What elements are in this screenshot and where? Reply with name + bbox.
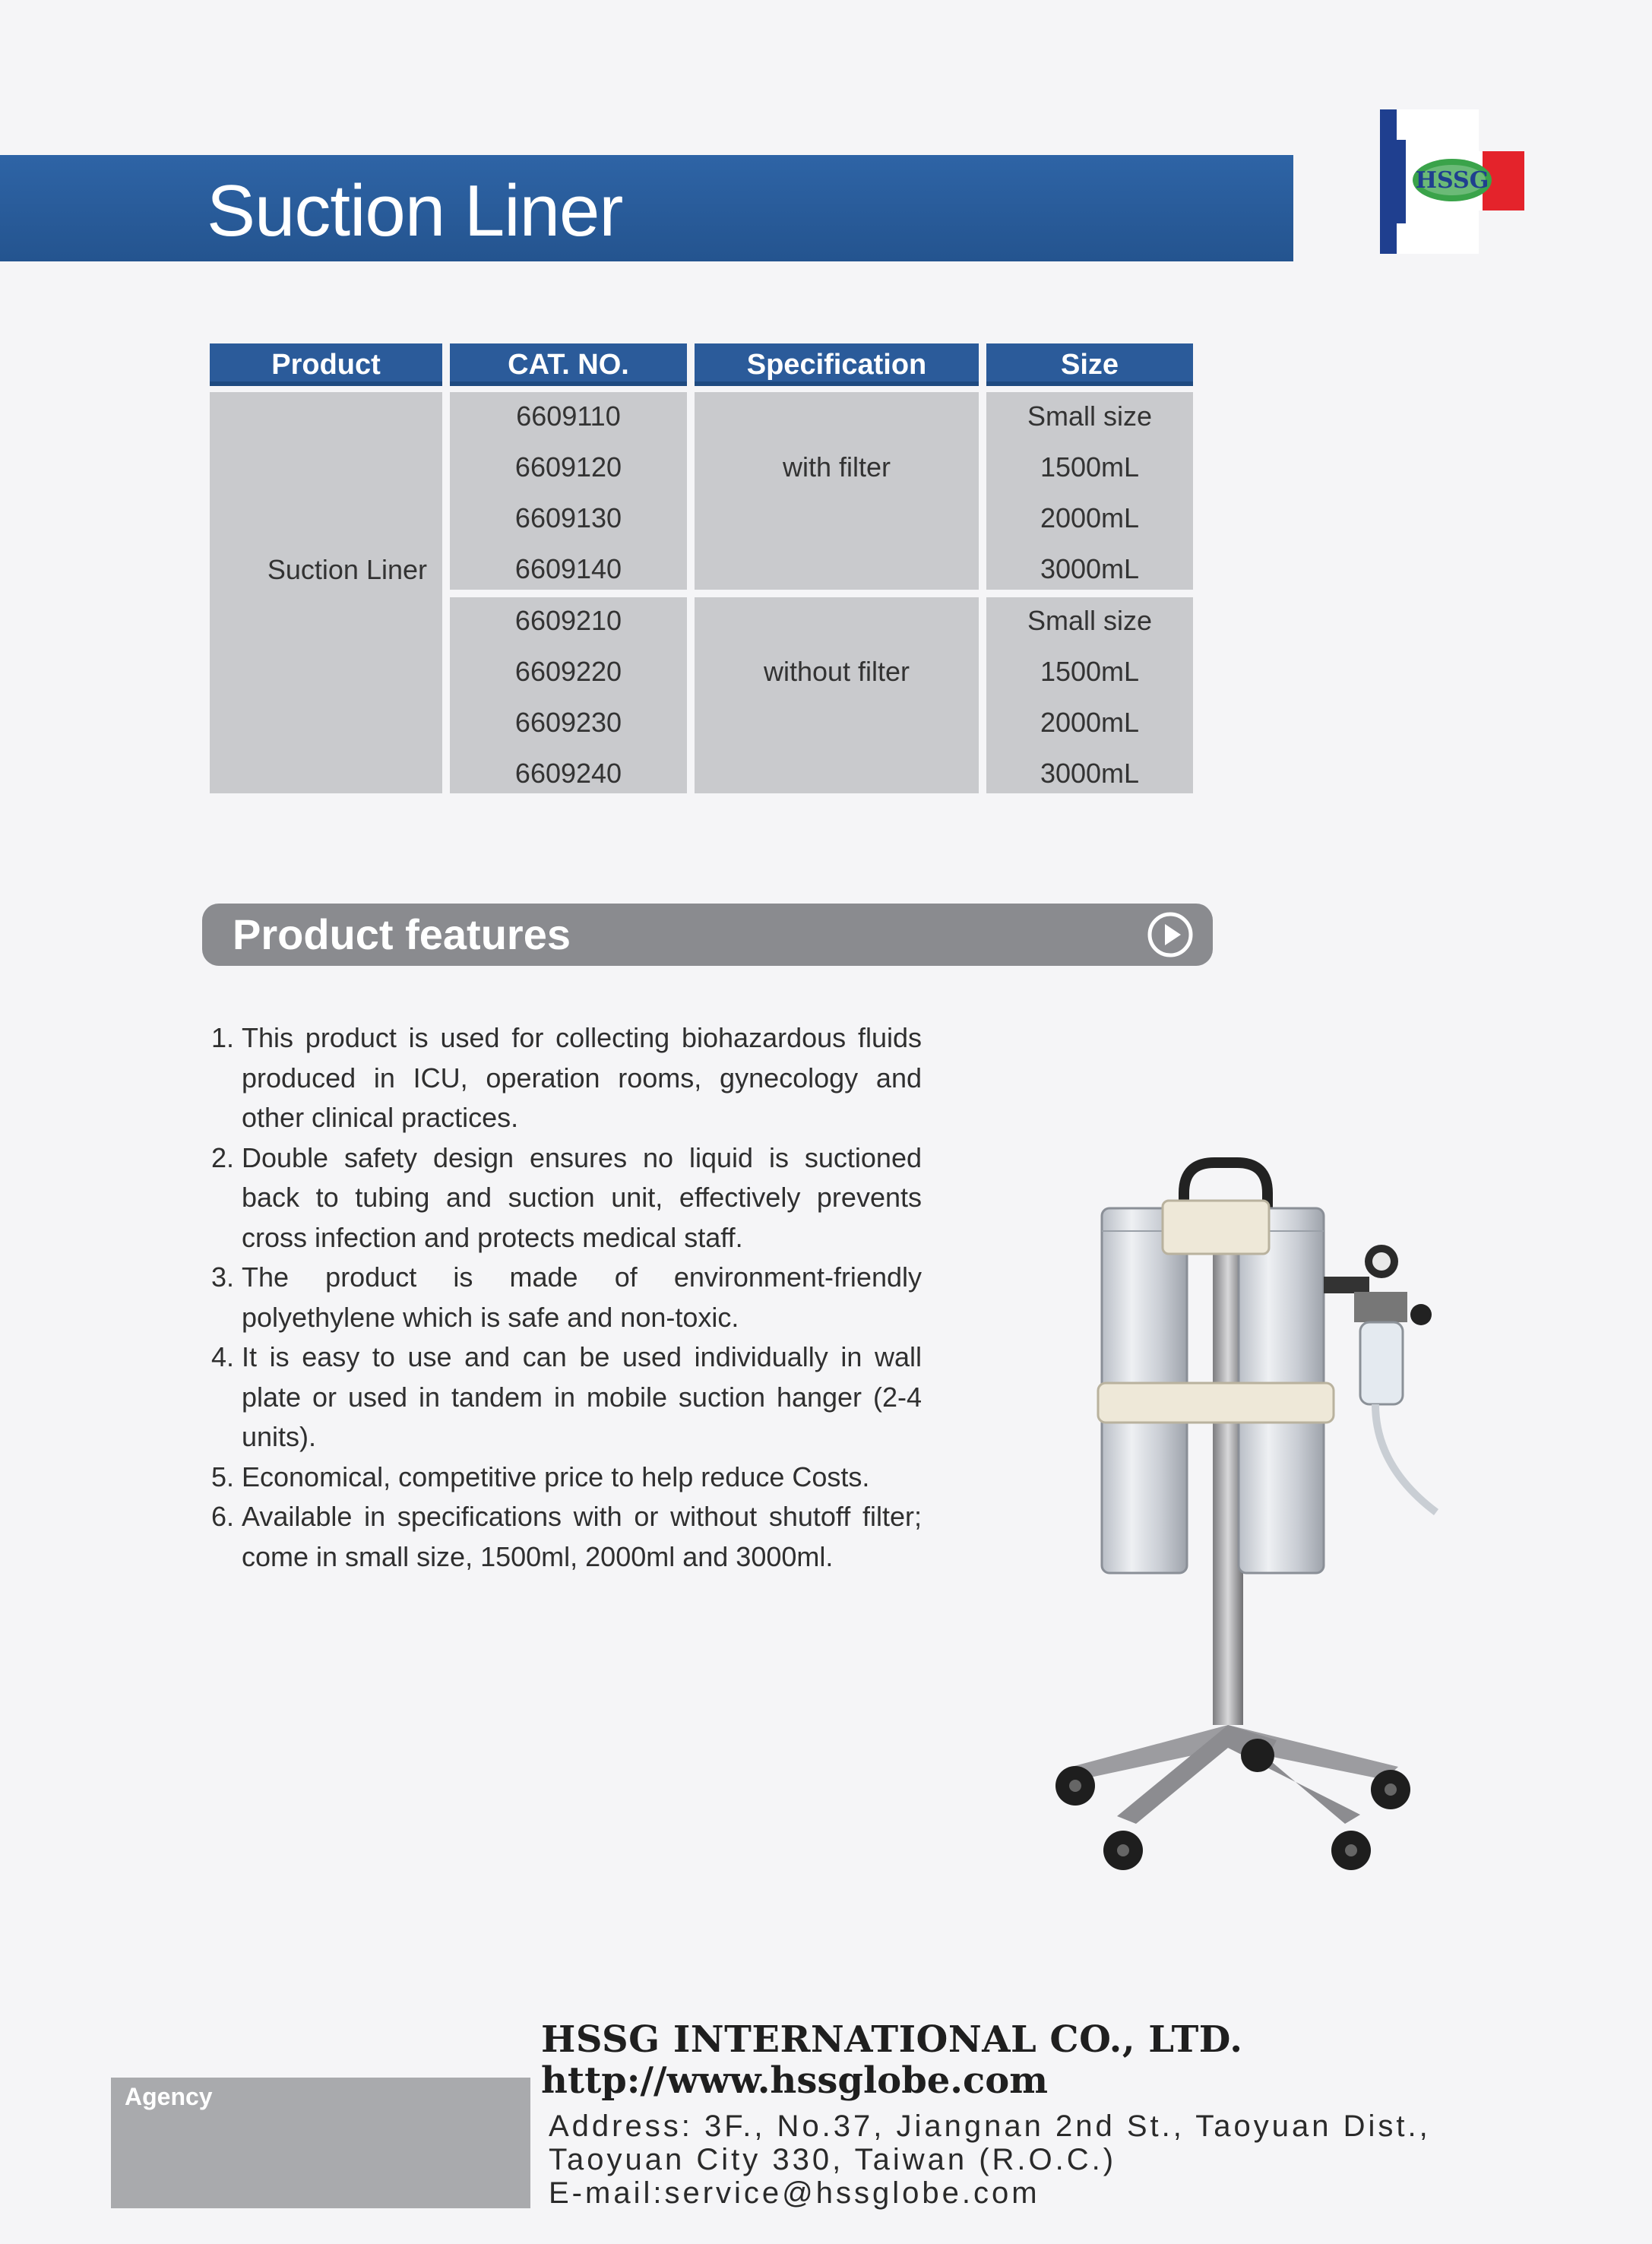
play-circle-icon[interactable] [1146, 910, 1195, 959]
list-item: 2. Double safety design ensures no liquid is suctioned back to tubing and suction unit, effectively prevents cross infection and protects medical staff. [211, 1141, 922, 1253]
table-cell: Small size [1027, 605, 1153, 636]
header-cat-no: CAT. NO. [450, 343, 687, 386]
list-item: 6. Available in specifications with or without shutoff filter; come in small size, 1500ml, 2000ml and 3000ml. [211, 1501, 922, 1572]
email-address[interactable]: E-mail:service@hssglobe.com [549, 2176, 1040, 2210]
address-line-2: Taoyuan City 330, Taiwan (R.O.C.) [549, 2143, 1117, 2176]
agency-label: Agency [125, 2083, 213, 2110]
address-line-1: Address: 3F., No.37, Jiangnan 2nd St., Taoyuan Dist., [549, 2109, 1431, 2143]
table-cell: 6609130 [514, 502, 622, 533]
product-cell [210, 392, 442, 793]
table-cell: 3000mL [1040, 758, 1140, 789]
spec-cell-group-2 [695, 597, 979, 793]
product-name: Suction Liner [267, 554, 427, 585]
table-cell: 1500mL [1040, 656, 1140, 687]
table-cell: 6609140 [514, 553, 622, 584]
table-cell: without filter [763, 656, 910, 687]
table-cell: 1500mL [1040, 451, 1140, 483]
table-cell: 6609240 [514, 758, 622, 789]
table-cell: 6609120 [514, 451, 622, 483]
features-title: Product features [233, 910, 571, 958]
table-cell: 6609230 [514, 707, 622, 738]
header-specification: Specification [695, 343, 979, 386]
header-product: Product [210, 343, 442, 386]
table-cell: Small size [1027, 400, 1153, 432]
svg-text:HSSG: HSSG [1415, 167, 1489, 194]
page-title: Suction Liner [207, 170, 623, 252]
header-size: Size [986, 343, 1193, 386]
suction-stand-image [1041, 1147, 1451, 1892]
table-cell: 6609110 [516, 400, 621, 432]
spec-cell-group-1 [695, 392, 979, 590]
company-name: HSSG INTERNATIONAL CO., LTD. [541, 2018, 1243, 2061]
list-item: 4. It is easy to use and can be used individually in wall plate or used in tandem in mobile suction hanger (2-4 units). [211, 1341, 922, 1452]
table-cell: 2000mL [1040, 502, 1140, 533]
title-banner [0, 155, 1293, 261]
table-cell: 6609210 [514, 605, 622, 636]
hssg-logo [1380, 109, 1524, 254]
list-item: 5. Economical, competitive price to help reduce Costs. [211, 1461, 870, 1492]
table-cell: 3000mL [1040, 553, 1140, 584]
list-item: 1. This product is used for collecting biohazardous fluids produced in ICU, operation rooms, gynecology and other clinical practices. [211, 1022, 922, 1133]
table-cell: 2000mL [1040, 707, 1140, 738]
table-cell: 6609220 [514, 656, 622, 687]
company-url[interactable]: http://www.hssglobe.com [541, 2059, 1049, 2102]
features-list [211, 1018, 922, 1577]
table-cell: with filter [782, 451, 891, 483]
list-item: 3. The product is made of environment-friendly polyethylene which is safe and non-toxic. [211, 1261, 922, 1333]
